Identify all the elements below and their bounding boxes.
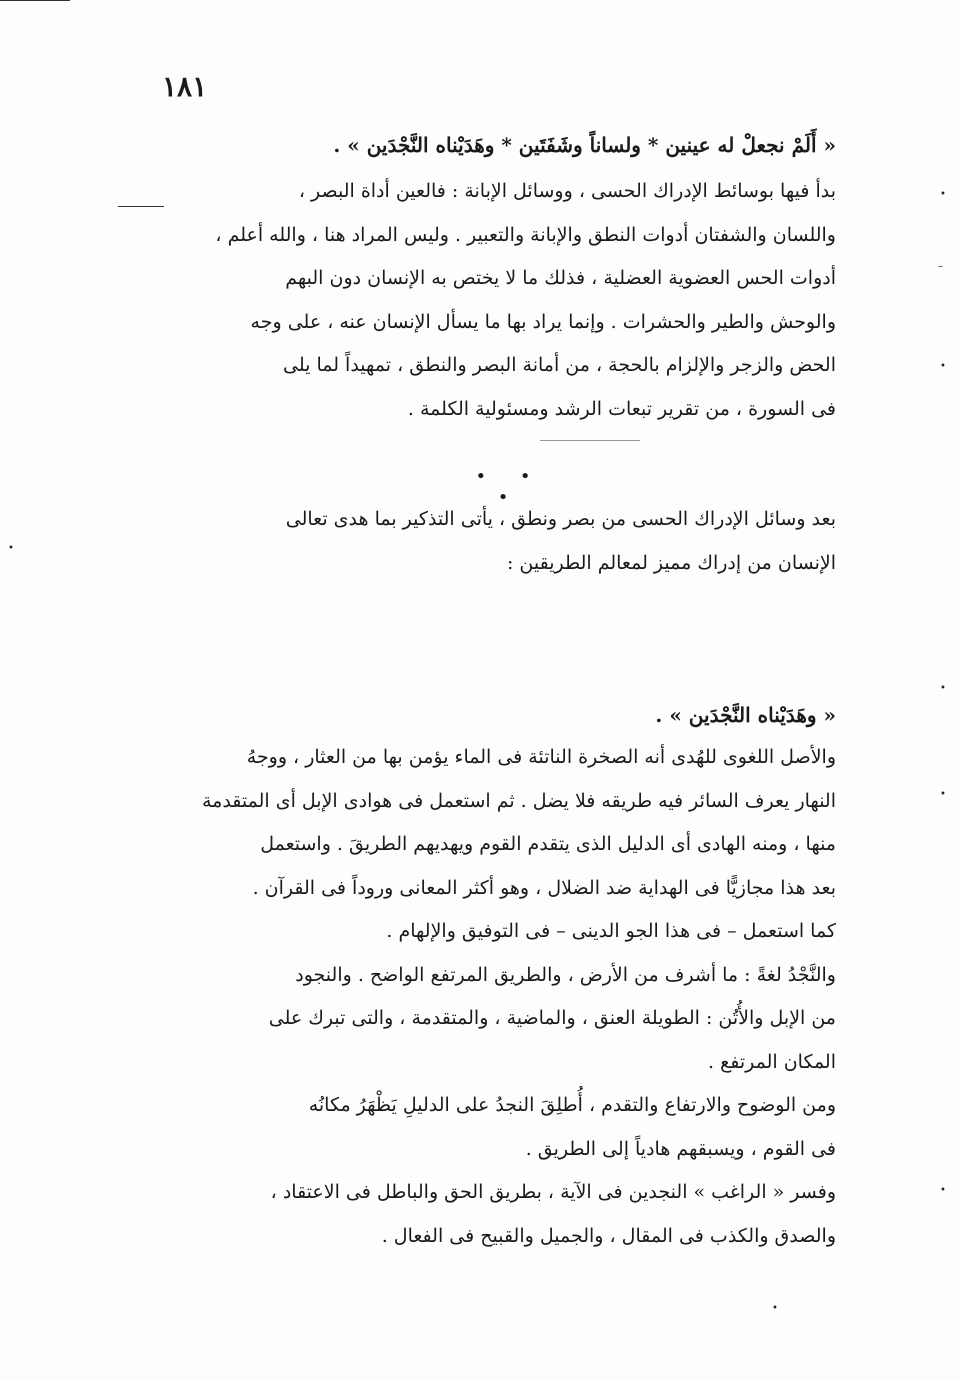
text-line: من الإبل والأُتُن : الطويلة العنق ، والماضية ، والمتقدمة ، والتى تبرك على [268, 1007, 836, 1029]
section-separator: • • • [475, 466, 545, 508]
margin-dot: • [940, 189, 946, 200]
text-line: النهار يعرف السائر فيه طريقه فلا يضل . ثم استعمل فى هوادى الإبل أى المتقدمة [201, 789, 836, 812]
margin-dot: • [940, 1185, 946, 1196]
margin-dot: • [8, 543, 14, 554]
top-left-rule [0, 0, 70, 1]
text-line: الحض والزجر والإلزام بالحجة ، من أمانة البصر والنطق ، تمهيداً لما يلى [282, 354, 836, 376]
margin-dot: • [940, 789, 946, 800]
paragraph-1 [160, 170, 836, 431]
margin-rule [118, 206, 164, 207]
text-line: كما استعمل – فى هذا الجو الدينى – فى التوفيق والإلهام . [386, 920, 836, 942]
text-line: بدأ فيها بوسائط الإدراك الحسى ، ووسائل الإبانة : فالعين أداة البصر ، [298, 180, 836, 202]
text-line: فى السورة ، من تقرير تبعات الرشد ومسئولية الكلمة . [407, 397, 836, 420]
page-number: ١٨١ [162, 70, 208, 103]
text-line: بعد هذا مجازيًّا فى الهداية ضد الضلال ، وهو أكثر المعانى وروداً فى القرآن . [252, 876, 836, 899]
text-line: منها ، ومنه الهادى أى الدليل الذى يتقدم القوم ويهديهم الطريقَ . واستعمل [260, 833, 836, 855]
paragraph-2 [160, 498, 836, 585]
margin-dot: • [940, 361, 946, 372]
section-heading-block [160, 694, 836, 738]
verse-header: « أَلَمْ نجعلْ له عينين * ولساناً وشَفَتَين * وهَدَيْناه النَّجْدَين » . [333, 133, 836, 157]
text-line: المكان المرتفع . [708, 1050, 836, 1073]
text-line: وفسر « الراغب » النجدين فى الآية ، بطريق الحق والباطل فى الاعتقاد ، [270, 1181, 836, 1203]
verse-block [160, 124, 836, 168]
section-body [160, 736, 836, 1258]
text-line: ومن الوضوح والارتفاع والتقدم ، أُطلِقَ النجدُ على الدليلِ يَظْهَرُ مكانُه [308, 1094, 836, 1116]
text-line: أدوات الحس العضوية العضلية ، فذلك ما لا يختص به الإنسان دون البهم [285, 267, 836, 289]
text-line: والصدق والكذب فى المقال ، والجميل والقبيح فى الفعال . [381, 1224, 836, 1247]
text-line: واللسان والشفتان أدوات النطق والإبانة والتعبير . وليس المراد هنا ، والله أعلم ، [215, 223, 836, 246]
text-line: فى القوم ، ويسبقهم هادياً إلى الطريق . [525, 1137, 836, 1160]
margin-dash: – [938, 261, 943, 272]
separator-rule [540, 440, 640, 441]
margin-dot: • [940, 683, 946, 694]
section-heading: « وهَدَيْناه النَّجْدَين » . [655, 703, 836, 727]
text-line: بعد وسائل الإدراك الحسى من بصر ونطق ، يأتى التذكير بما هدى تعالى [285, 508, 836, 530]
margin-dot: • [772, 1303, 778, 1314]
text-line: والوحش والطير والحشرات . وإنما يراد بها ما يسأل الإنسان عنه ، على وجه [250, 310, 836, 333]
text-line: والأصل اللغوى للهُدى أنه الصخرة الناتئة فى الماء يؤمن بها من العثار ، ووجهُ [246, 746, 836, 768]
text-line: والنَّجْدُ لغةً : ما أشرف من الأرض ، والطريق المرتفع الواضح . والنجود [295, 963, 836, 986]
text-line: الإنسان من إدراك مميز لمعالم الطريقين : [506, 551, 836, 574]
